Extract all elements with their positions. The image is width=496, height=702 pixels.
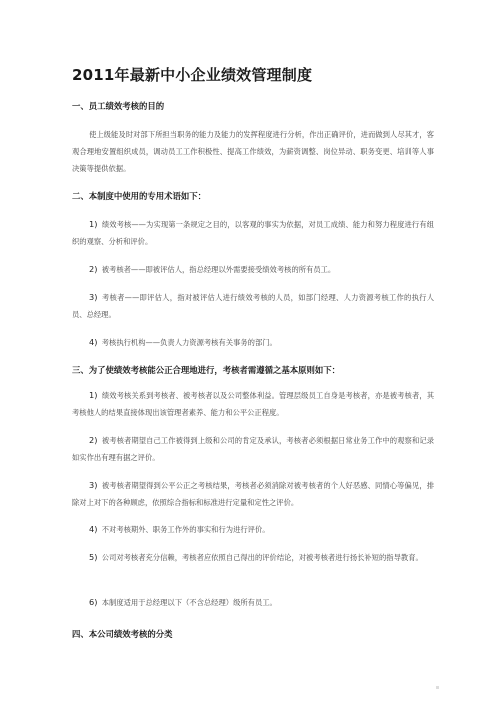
section-3-item-3 — [72, 477, 434, 511]
section-1-heading: 一、员工绩效考核的目的 — [72, 101, 165, 111]
item-text: 被考核者期望得到公平公正之考核结果，考核者必须消除对被考核者的个人好恶感、同情心等偏见，排除对上对下的各种顾虑，依照综合指标和标准进行定量和定性之评价。 — [72, 481, 435, 507]
section-4-heading: 四、本公司绩效考核的分类 — [72, 629, 173, 639]
item-text: 公司对考核者充分信赖，考核者应依照自己得出的评价结论，对被考核者进行扬长补短的指导教育。 — [101, 553, 423, 562]
section-2-item-4 — [72, 334, 434, 351]
item-text: 绩效考核关系到考核者、被考核者以及公司整体利益。管理层级员工自身是考核者，亦是被考核者，其考核他人的结果直接体现出该管理者素养、能力和公平公正程度。 — [72, 391, 435, 417]
document-title: 2011年最新中小企业绩效管理制度 — [72, 66, 313, 84]
section-2-heading: 二、本制度中使用的专用术语如下： — [72, 191, 206, 201]
item-number: 1) — [89, 390, 98, 400]
item-text: 考核执行机构——负责人力资源考核有关事务的部门。 — [101, 338, 277, 347]
section-1-paragraph: 使上级能及时对部下所担当职务的能力及能力的发挥程度进行分析，作出正确评价，进而做到人尽其才，客观合理地安置组织成员，调动员工工作积极性、提高工作绩效，为薪资调整、岗位异动、职务变更、培训等人事决策等提供依据。 — [72, 130, 434, 173]
page-corner-mark — [436, 686, 439, 689]
section-2-item-1 — [72, 216, 434, 250]
section-3-item-5 — [72, 549, 434, 566]
item-text: 被考核者——即被评估人，指总经理以外需要接受绩效考核的所有员工。 — [101, 265, 336, 274]
section-3-item-4 — [72, 521, 434, 538]
section-3-item-1 — [72, 387, 434, 421]
item-text: 考核者——即评估人，指对被评估人进行绩效考核的人员，如部门经理、人力资源考核工作的执行人员、总经理。 — [72, 293, 435, 319]
item-text: 不对考核期外、职务工作外的事实和行为进行评价。 — [101, 525, 270, 534]
section-3-item-2 — [72, 432, 434, 466]
section-2-item-3 — [72, 289, 434, 323]
section-3-heading: 三、为了使绩效考核能公正合理地进行，考核者需遵循之基本原则如下： — [72, 365, 340, 375]
item-number: 3) — [89, 292, 98, 302]
item-number: 5) — [89, 552, 98, 562]
item-text: 绩效考核——为实现第一条规定之目的，以客观的事实为依据，对员工成绩、能力和努力程度进行有组织的观察、分析和评价。 — [72, 220, 435, 246]
item-number: 2) — [89, 264, 98, 274]
section-2-item-2 — [72, 261, 434, 278]
item-number: 4) — [89, 524, 98, 534]
item-number: 6) — [89, 597, 98, 607]
section-3-item-6 — [72, 594, 434, 611]
item-number: 3) — [89, 480, 98, 490]
item-number: 4) — [89, 337, 98, 347]
item-text: 被考核者期望自己工作被得到上级和公司的肯定及承认，考核者必须根据日常业务工作中的观察和记录如实作出有理有据之评价。 — [72, 436, 435, 462]
item-number: 1) — [89, 219, 98, 229]
item-text: 本制度适用于总经理以下（不含总经理）级所有员工。 — [101, 598, 277, 607]
item-number: 2) — [89, 435, 98, 445]
